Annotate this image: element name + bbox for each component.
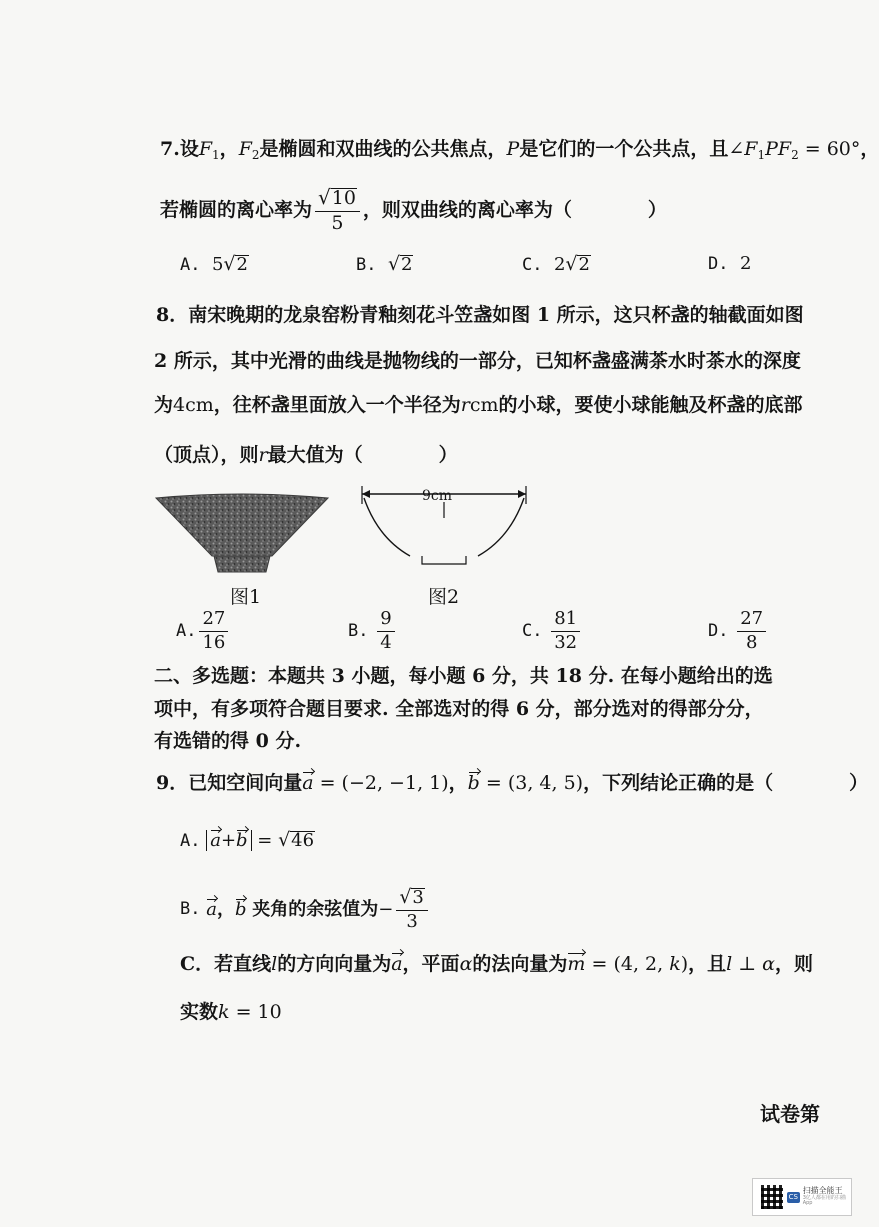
q8-line2: 2 所示，其中光滑的曲线是抛物线的一部分，已知杯盏盛满茶水时茶水的深度 xyxy=(154,350,801,372)
f2-symbol: $F_2$ xyxy=(238,138,260,162)
qr-code-icon xyxy=(761,1185,783,1209)
fig2-caption: 图2 xyxy=(428,586,460,608)
angle-expression: $\angle F_1PF_2$ xyxy=(728,138,799,162)
q7-option-b: B. √ 2 xyxy=(356,253,413,275)
q7-line2: 若椭圆的离心率为 √ 10 5 ，则双曲线的离心率为（ ） xyxy=(160,185,667,234)
q8-line3: 为4cm，往杯盏里面放入一个半径为rcm的小球，要使小球能触及杯盏的底部 xyxy=(154,394,803,416)
q9-option-b: B. a ， b 夹角的余弦值为 − √ 3 3 xyxy=(180,888,431,932)
section2-line2: 项中，有多项符合题目要求. 全部选对的得 6 分，部分选对的得部分分， xyxy=(154,698,764,720)
ecc-fraction: √ 10 5 xyxy=(315,188,360,234)
camscanner-logo-icon: CS xyxy=(788,1192,798,1201)
q8-line1: 8．南宋晚期的龙泉窑粉青釉刻花斗笠盏如图 1 所示，这只杯盏的轴截面如图 xyxy=(156,304,804,326)
q8-option-c: C. $\frac{81}{32}$ xyxy=(522,610,583,653)
q8-option-a: A. $\frac{27}{16}$ xyxy=(176,610,231,653)
q7-option-c: C. 2 √ 2 xyxy=(522,253,590,275)
p-symbol: P xyxy=(506,138,520,160)
fig2-width-label: 9cm xyxy=(422,488,453,504)
bowl-cross-section-figure xyxy=(356,480,532,580)
scanner-watermark xyxy=(752,1178,852,1216)
q8-line4: （顶点），则r最大值为（ ） xyxy=(154,444,458,466)
q7-option-a: A. 5 √ 2 xyxy=(180,253,248,275)
q9-stem: 9．已知空间向量a = (−2, −1, 1)，b = (3, 4, 5)，下列结论正确的是（ ） xyxy=(156,772,869,794)
q7-line1: 7.设$F_1$，$F_2$是椭圆和双曲线的公共焦点，P是它们的一个公共点，且$\angle F_1PF_2 = 60^\circ$， xyxy=(160,138,879,162)
page-label: 试卷第 xyxy=(760,1102,820,1126)
scanner-brand: 扫描全能王 3亿人都在用的扫描App xyxy=(802,1186,846,1207)
q9-option-a: A. a+b = √ 46 xyxy=(180,829,315,851)
bowl-photo-figure xyxy=(152,488,332,576)
f1-symbol: $F_1$ xyxy=(198,138,220,162)
q9-option-c-line2: 实数k = 10 xyxy=(180,1001,282,1023)
q7-option-d: D. 2 xyxy=(708,253,752,274)
section2-line1: 二、多选题：本题共 3 小题，每小题 6 分，共 18 分. 在每小题给出的选 xyxy=(154,665,773,687)
q9-option-c-line1: C．若直线l的方向向量为a，平面α的法向量为m = (4, 2, k)，且l ⊥ α，则 xyxy=(180,953,814,975)
q8-option-d: D. $\frac{27}{8}$ xyxy=(708,610,769,653)
section2-line3: 有选错的得 0 分. xyxy=(154,730,302,752)
fig1-caption: 图1 xyxy=(230,586,262,608)
q8-option-b: B. $\frac{9}{4}$ xyxy=(348,610,398,653)
